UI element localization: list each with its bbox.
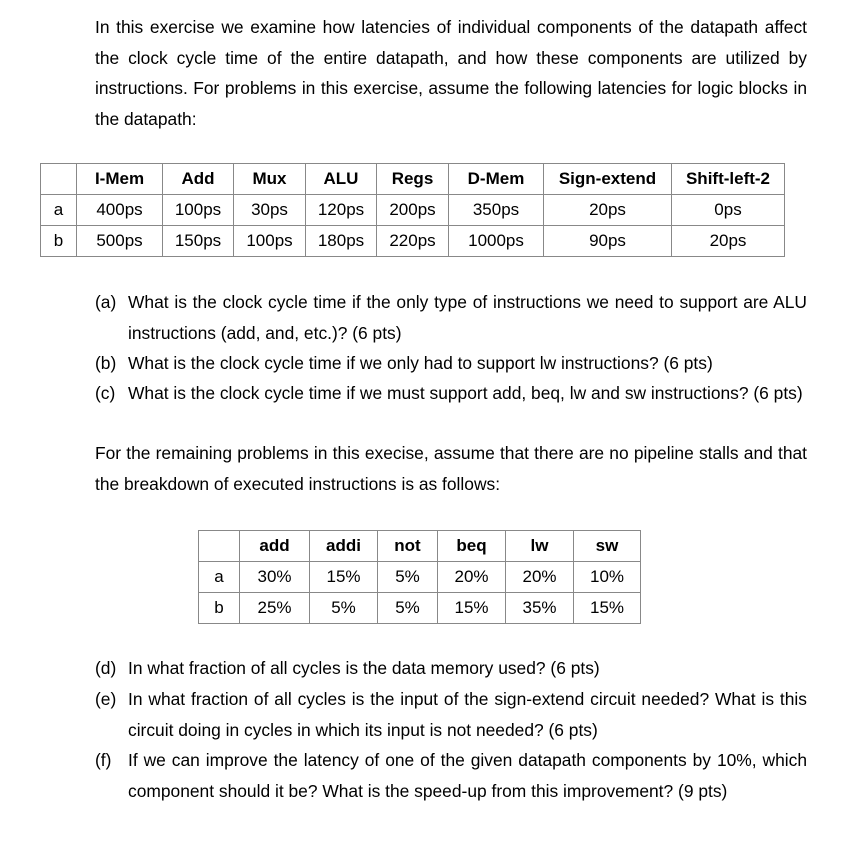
- latency-header-cell: ALU: [306, 164, 377, 195]
- mix-cell: 25%: [240, 593, 310, 624]
- row-label: b: [199, 593, 240, 624]
- table-row: [41, 226, 785, 257]
- table-row: [41, 195, 785, 226]
- mix-cell: 5%: [310, 593, 378, 624]
- latency-header-cell: I-Mem: [77, 164, 163, 195]
- mix-header-cell: beq: [438, 531, 506, 562]
- question-text: In what fraction of all cycles is the data memory used? (6 pts): [128, 658, 600, 678]
- question-a: [95, 287, 807, 348]
- latency-header-cell: Regs: [377, 164, 449, 195]
- mix-header-cell: add: [240, 531, 310, 562]
- question-label: (c): [95, 383, 116, 403]
- mix-cell: 20%: [506, 562, 574, 593]
- intro-paragraph: In this exercise we examine how latencies of individual components of the datapath affect the clock cycle time of the entire datapath, and how these components are utilized by instructions. For problems in this exercise, assume the following latencies for logic blocks in the datapath:: [95, 17, 807, 129]
- latency-cell: 220ps: [377, 226, 449, 257]
- mix-header-cell: addi: [310, 531, 378, 562]
- latency-cell: 1000ps: [449, 226, 544, 257]
- latency-cell: 0ps: [672, 195, 785, 226]
- row-label: b: [41, 226, 77, 257]
- row-label: a: [41, 195, 77, 226]
- mix-cell: 10%: [574, 562, 641, 593]
- remaining-paragraph: For the remaining problems in this execise, assume that there are no pipeline stalls and that the breakdown of executed instructions is as follows:: [95, 443, 807, 494]
- mix-cell: 15%: [574, 593, 641, 624]
- latency-header-cell: D-Mem: [449, 164, 544, 195]
- mix-header-cell: [199, 531, 240, 562]
- latency-header-row: [41, 164, 785, 195]
- question-b: [95, 348, 807, 379]
- latency-cell: 20ps: [672, 226, 785, 257]
- latency-header-cell: Sign-extend: [544, 164, 672, 195]
- latency-cell: 120ps: [306, 195, 377, 226]
- mix-cell: 30%: [240, 562, 310, 593]
- latency-cell: 500ps: [77, 226, 163, 257]
- row-label: a: [199, 562, 240, 593]
- instruction-mix-table: [198, 530, 641, 624]
- latency-cell: 150ps: [163, 226, 234, 257]
- question-text: If we can improve the latency of one of the given datapath components by 10%, which component should it be? What is the speed-up from this improvement? (9 pts): [128, 750, 807, 801]
- question-label: (f): [95, 750, 112, 770]
- question-d: [95, 653, 807, 684]
- latency-cell: 200ps: [377, 195, 449, 226]
- mix-cell: 15%: [438, 593, 506, 624]
- question-text: What is the clock cycle time if the only type of instructions we need to support are ALU instructions (add, and, etc.)? (6 pts): [128, 292, 807, 343]
- table-row: [199, 562, 641, 593]
- mix-cell: 35%: [506, 593, 574, 624]
- latency-cell: 20ps: [544, 195, 672, 226]
- latency-cell: 30ps: [234, 195, 306, 226]
- latency-cell: 180ps: [306, 226, 377, 257]
- mix-cell: 5%: [378, 593, 438, 624]
- question-text: What is the clock cycle time if we must support add, beq, lw and sw instructions? (6 pts): [128, 383, 803, 403]
- latency-cell: 100ps: [163, 195, 234, 226]
- mix-header-cell: sw: [574, 531, 641, 562]
- latency-header-cell: Shift-left-2: [672, 164, 785, 195]
- question-label: (e): [95, 689, 117, 709]
- question-label: (b): [95, 353, 117, 373]
- latency-cell: 400ps: [77, 195, 163, 226]
- question-label: (a): [95, 292, 117, 312]
- latency-header-cell: Mux: [234, 164, 306, 195]
- question-label: (d): [95, 658, 117, 678]
- latency-cell: 90ps: [544, 226, 672, 257]
- mix-cell: 20%: [438, 562, 506, 593]
- question-c: [95, 378, 807, 409]
- mix-header-cell: not: [378, 531, 438, 562]
- question-text: What is the clock cycle time if we only had to support lw instructions? (6 pts): [128, 353, 713, 373]
- mix-cell: 5%: [378, 562, 438, 593]
- latency-cell: 100ps: [234, 226, 306, 257]
- mix-cell: 15%: [310, 562, 378, 593]
- question-e: [95, 684, 807, 745]
- latency-header-cell: [41, 164, 77, 195]
- question-text: In what fraction of all cycles is the input of the sign-extend circuit needed? What is this circuit doing in cycles in which its input is not needed? (6 pts): [128, 689, 807, 740]
- latency-cell: 350ps: [449, 195, 544, 226]
- latency-table: [40, 163, 785, 257]
- latency-header-cell: Add: [163, 164, 234, 195]
- mix-header-cell: lw: [506, 531, 574, 562]
- table-row: [199, 593, 641, 624]
- mix-header-row: [199, 531, 641, 562]
- question-f: [95, 745, 807, 806]
